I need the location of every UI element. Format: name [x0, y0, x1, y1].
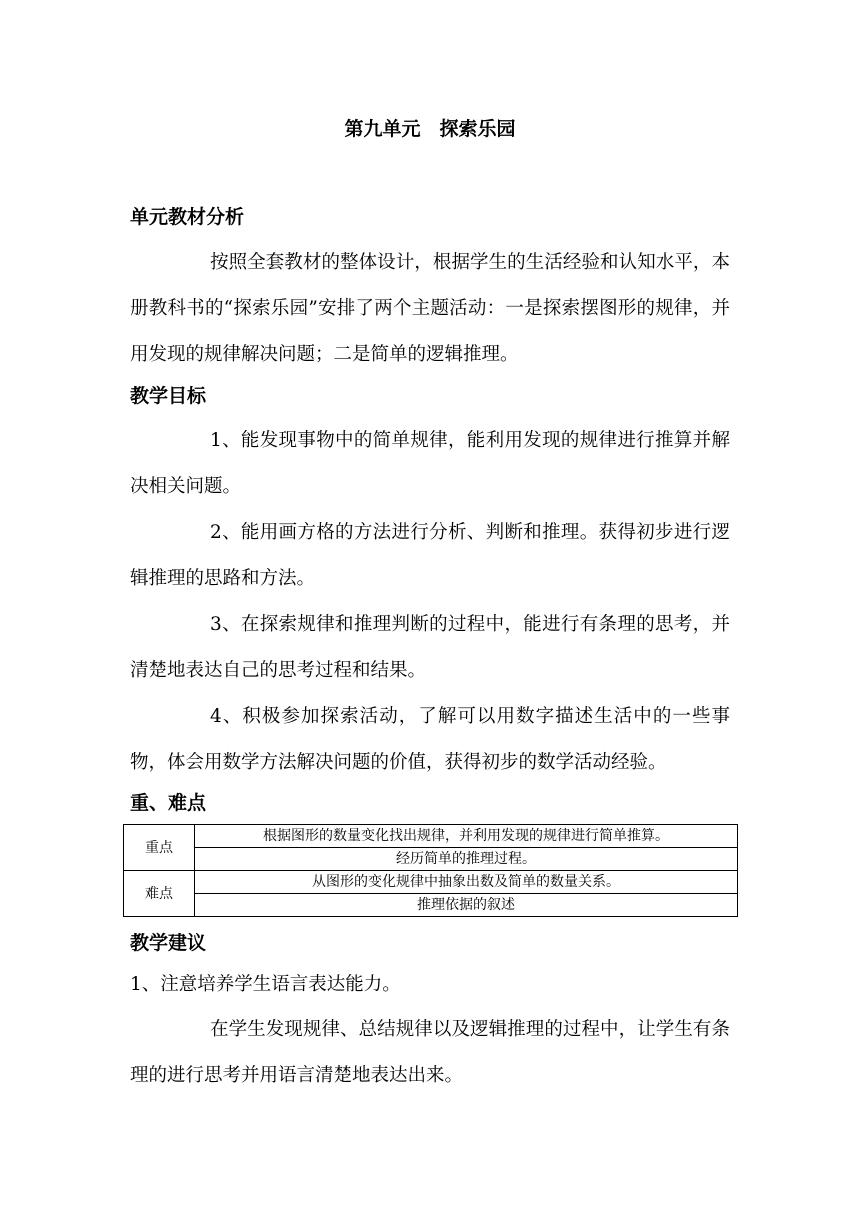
- section-heading-key-points: 重、难点: [130, 792, 207, 814]
- objective-item-2: 2、能用画方格的方法进行分析、判断和推理。获得初步进行逻辑推理的思路和方法。: [130, 522, 730, 589]
- objective-item-1: 1、能发现事物中的简单规律，能利用发现的规律进行推算并解决相关问题。: [130, 430, 730, 497]
- table-row: [124, 894, 738, 917]
- difficult-label-cell: 难点: [124, 871, 195, 917]
- key-label-cell: 重点: [124, 825, 195, 871]
- section-heading-analysis: 单元教材分析: [130, 206, 245, 228]
- key-point-cell-1: 根据图形的数量变化找出规律，并利用发现的规律进行简单推算。: [195, 825, 738, 848]
- difficult-point-cell-2: 推理依据的叙述: [195, 894, 738, 917]
- key-point-cell-2: 经历简单的推理过程。: [195, 848, 738, 871]
- table-row: [124, 825, 738, 848]
- table-row: [124, 848, 738, 871]
- section-heading-objectives: 教学目标: [130, 385, 207, 407]
- section-heading-suggestions: 教学建议: [130, 932, 207, 954]
- difficult-point-cell-1: 从图形的变化规律中抽象出数及简单的数量关系。: [195, 871, 738, 894]
- suggestion-item-1-text: 在学生发现规律、总结规律以及逻辑推理的过程中，让学生有条理的进行思考并用语言清楚地表达出来。: [130, 1019, 730, 1086]
- objective-item-4: 4、积极参加探索活动，了解可以用数字描述生活中的一些事物，体会用数学方法解决问题的价值，获得初步的数学活动经验。: [130, 706, 730, 773]
- objective-item-3: 3、在探索规律和推理判断的过程中，能进行有条理的思考，并清楚地表达自己的思考过程和结果。: [130, 614, 730, 681]
- analysis-paragraph: 按照全套教材的整体设计，根据学生的生活经验和认知水平，本册教科书的“探索乐园”安排了两个主题活动：一是探索摆图形的规律，并用发现的规律解决问题；二是简单的逻辑推理。: [130, 252, 730, 365]
- table-row: [124, 871, 738, 894]
- page-title: 第九单元 探索乐园: [344, 118, 516, 140]
- suggestion-item-1: 1、注意培养学生语言表达能力。: [130, 974, 401, 995]
- key-points-table: [123, 824, 738, 917]
